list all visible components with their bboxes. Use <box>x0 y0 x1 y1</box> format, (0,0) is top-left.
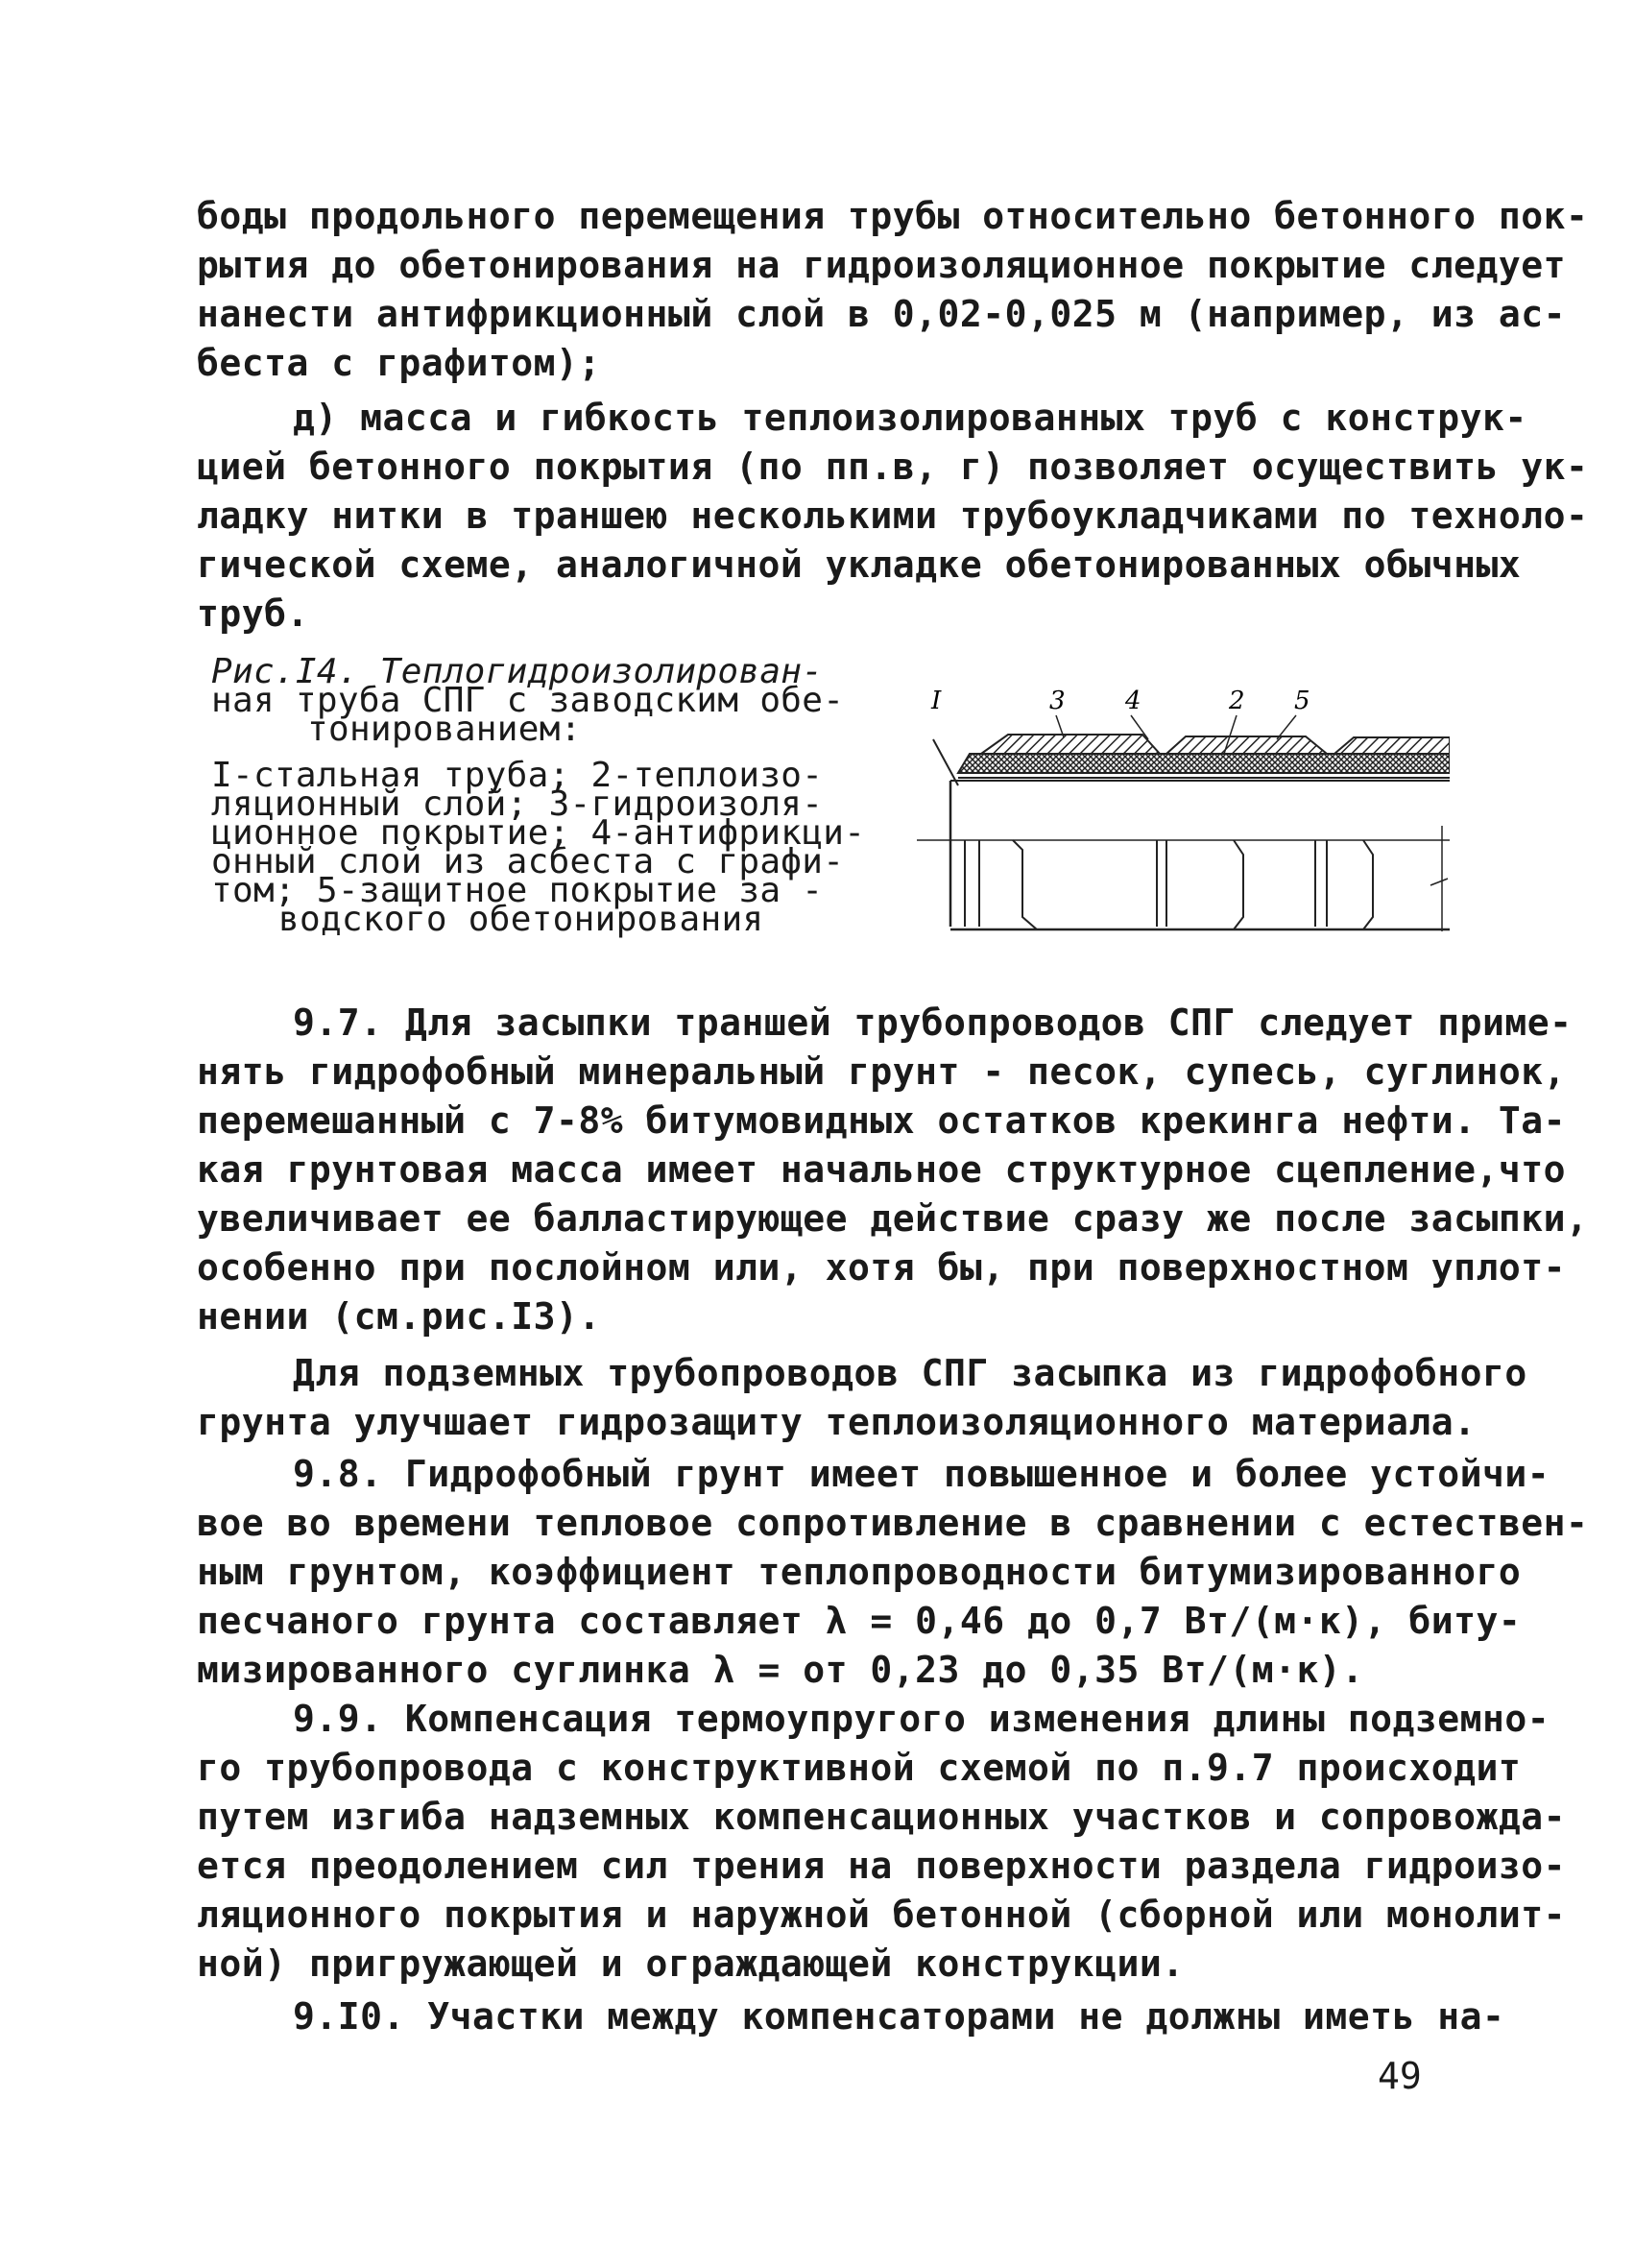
figure-title-line: ная труба СПГ с заводским обе- <box>211 681 845 720</box>
text-line: труб. <box>197 592 309 635</box>
text-line: 9.9. Компенсация термоупругого изменения длины подземно- <box>293 1698 1550 1740</box>
page-number: 49 <box>1378 2055 1422 2097</box>
text-line: го трубопровода с конструктивной схемой по п.9.7 происходит <box>197 1747 1522 1789</box>
text-line: ной) пригружающей и ограждающей конструкции. <box>197 1942 1185 1985</box>
text-line: мизированного суглинка λ = от 0,23 до 0,35 Вт/(м·к). <box>197 1649 1364 1691</box>
callout-label: 3 <box>1049 687 1066 715</box>
text-line: увеличивает ее балластирующее действие сразу же после засыпки, <box>197 1197 1589 1240</box>
text-line: кая грунтовая масса имеет начальное структурное сцепление,что <box>197 1148 1567 1191</box>
text-line: ляционного покрытия и наружной бетонной (сборной или монолит- <box>197 1894 1567 1936</box>
text-line: 9.8. Гидрофобный грунт имеет повышенное и более устойчи- <box>293 1453 1550 1495</box>
text-line: гической схеме, аналогичной укладке обетонированных обычных <box>197 543 1522 586</box>
paragraph-d <box>197 394 1589 639</box>
figure-legend-line: водского обетонирования <box>278 900 764 939</box>
figure-legend-line: онный слой из асбеста с графи- <box>211 842 845 881</box>
paragraph-underground <box>197 1349 1527 1447</box>
text-line: 9.7. Для засыпки траншей трубопроводов СПГ следует приме- <box>293 1001 1573 1044</box>
figure-caption <box>211 652 866 939</box>
text-line: перемешанный с 7-8% битумовидных остатков крекинга нефти. Та- <box>197 1099 1567 1142</box>
text-line: боды продольного перемещения трубы относительно бетонного пок- <box>197 195 1589 237</box>
figure-legend-line: I-стальная труба; 2-теплоизо- <box>211 756 824 795</box>
paragraph-9-10 <box>197 1992 1505 2041</box>
text-line: Для подземных трубопроводов СПГ засыпка из гидрофобного <box>293 1352 1527 1394</box>
paragraph-top <box>197 192 1589 388</box>
text-line: 9.I0. Участки между компенсаторами не должны иметь на- <box>293 1995 1505 2038</box>
text-line: нанести антифрикционный слой в 0,02-0,025 м (например, из ас- <box>197 293 1567 335</box>
text-line: ладку нитки в траншею несколькими трубоукладчиками по техноло- <box>197 495 1589 537</box>
figure-legend-line: ляционный слой; 3-гидроизоля- <box>211 784 824 824</box>
text-line: песчаного грунта составляет λ = 0,46 до 0,7 Вт/(м·к), биту- <box>197 1600 1522 1642</box>
text-line: беста с графитом); <box>197 342 601 384</box>
text-line: нять гидрофобный минеральный грунт - песок, супесь, суглинок, <box>197 1050 1567 1093</box>
figure-title-line: тонированием: <box>307 710 582 749</box>
text-line: цией бетонного покрытия (по пп.в, г) позволяет осуществить ук- <box>197 446 1589 488</box>
text-line: грунта улучшает гидрозащиту теплоизоляционного материала. <box>197 1401 1477 1443</box>
callout-label: 2 <box>1229 687 1245 715</box>
text-line: нении (см.рис.I3). <box>197 1295 601 1338</box>
text-line: особенно при послойном или, хотя бы, при поверхностном уплот- <box>197 1246 1567 1289</box>
text-line: ется преодолением сил трения на поверхности раздела гидроизо- <box>197 1845 1567 1887</box>
text-line: ным грунтом, коэффициент теплопроводности битумизированного <box>197 1551 1522 1593</box>
figure-title-line: Рис.I4. Теплогидроизолирован- <box>211 652 824 691</box>
figure-legend-line: том; 5-защитное покрытие за - <box>211 871 824 910</box>
text-line: путем изгиба надземных компенсационных участков и сопровожда- <box>197 1796 1567 1838</box>
callout-label: I <box>931 687 942 715</box>
pipe-cross-section-figure <box>912 682 1450 960</box>
text-line: рытия до обетонирования на гидроизоляционное покрытие следует <box>197 244 1567 286</box>
text-line: вое во времени тепловое сопротивление в сравнении с естествен- <box>197 1502 1589 1544</box>
text-line: д) масса и гибкость теплоизолированных труб с конструк- <box>293 397 1527 439</box>
callout-label: 5 <box>1294 687 1310 715</box>
paragraph-9-9 <box>197 1695 1567 1989</box>
paragraph-9-8 <box>197 1450 1589 1695</box>
paragraph-9-7 <box>197 999 1589 1341</box>
figure-legend-line: ционное покрытие; 4-антифрикци- <box>211 813 866 853</box>
callout-label: 4 <box>1125 687 1141 715</box>
